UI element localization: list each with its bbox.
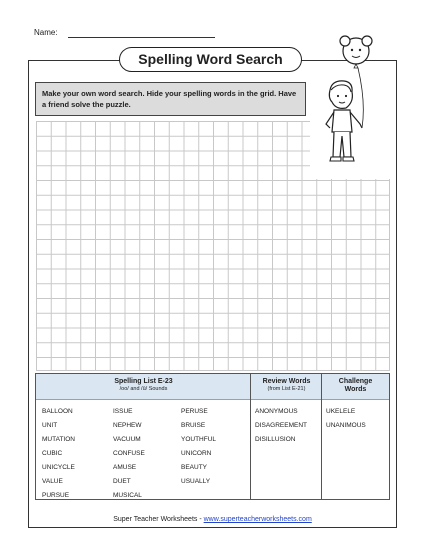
spelling-list-header xyxy=(36,374,251,400)
review-word: DISILLUSION xyxy=(255,436,296,443)
spelling-word: PERUSE xyxy=(181,408,208,415)
review-words-column xyxy=(255,405,307,447)
review-word: ANONYMOUS xyxy=(255,408,298,415)
challenge-words-column xyxy=(326,405,366,433)
spelling-column-1 xyxy=(42,405,75,503)
challenge-word: UNANIMOUS xyxy=(326,422,366,429)
spelling-word: MUTATION xyxy=(42,436,75,443)
spelling-word: NEPHEW xyxy=(113,422,142,429)
footer xyxy=(0,516,425,523)
spelling-word: USUALLY xyxy=(181,478,211,485)
challenge-words-title-line2: Words xyxy=(344,386,367,393)
spelling-word: PURSUE xyxy=(42,492,70,499)
spelling-word: BRUISE xyxy=(181,422,206,429)
boy-with-balloon-illustration xyxy=(318,32,384,194)
name-line xyxy=(68,37,215,38)
spelling-word: BALLOON xyxy=(42,408,73,415)
footer-brand: Super Teacher Worksheets - xyxy=(113,516,204,523)
spelling-word: MUSICAL xyxy=(113,492,142,499)
page-title: Spelling Word Search xyxy=(119,47,302,72)
spelling-word: VALUE xyxy=(42,478,63,485)
column-divider xyxy=(321,374,322,499)
name-row: Name: xyxy=(34,28,58,37)
spelling-word: ISSUE xyxy=(113,408,133,415)
footer-link[interactable]: www.superteacherworksheets.com xyxy=(203,516,312,523)
instructions-box: Make your own word search. Hide your spelling words in the grid. Have a friend solve the puzzle. xyxy=(35,82,306,116)
review-words-header xyxy=(251,374,322,400)
word-list-table xyxy=(35,373,390,500)
spelling-word: UNIT xyxy=(42,422,58,429)
review-words-subtitle: (from List E-21) xyxy=(267,386,306,392)
spelling-list-subtitle: /oo/ and /ū/ Sounds xyxy=(119,386,168,392)
challenge-words-header xyxy=(322,374,389,400)
review-words-title: Review Words xyxy=(262,378,311,385)
spelling-word: BEAUTY xyxy=(181,464,208,471)
spelling-word: CUBIC xyxy=(42,450,63,457)
challenge-word: UKELELE xyxy=(326,408,356,415)
spelling-column-2 xyxy=(113,405,145,503)
spelling-word: YOUTHFUL xyxy=(181,436,217,443)
spelling-word: DUET xyxy=(113,478,131,485)
spelling-list-title: Spelling List E-23 xyxy=(114,378,173,385)
spelling-word: CONFUSE xyxy=(113,450,145,457)
spelling-word: VACUUM xyxy=(113,436,141,443)
spelling-column-3 xyxy=(181,405,216,489)
challenge-words-title-line1: Challenge xyxy=(338,378,373,385)
column-divider xyxy=(250,374,251,499)
review-word: DISAGREEMENT xyxy=(255,422,308,429)
spelling-word: UNICORN xyxy=(181,450,212,457)
spelling-word: UNICYCLE xyxy=(42,464,75,471)
spelling-word: AMUSE xyxy=(113,464,137,471)
